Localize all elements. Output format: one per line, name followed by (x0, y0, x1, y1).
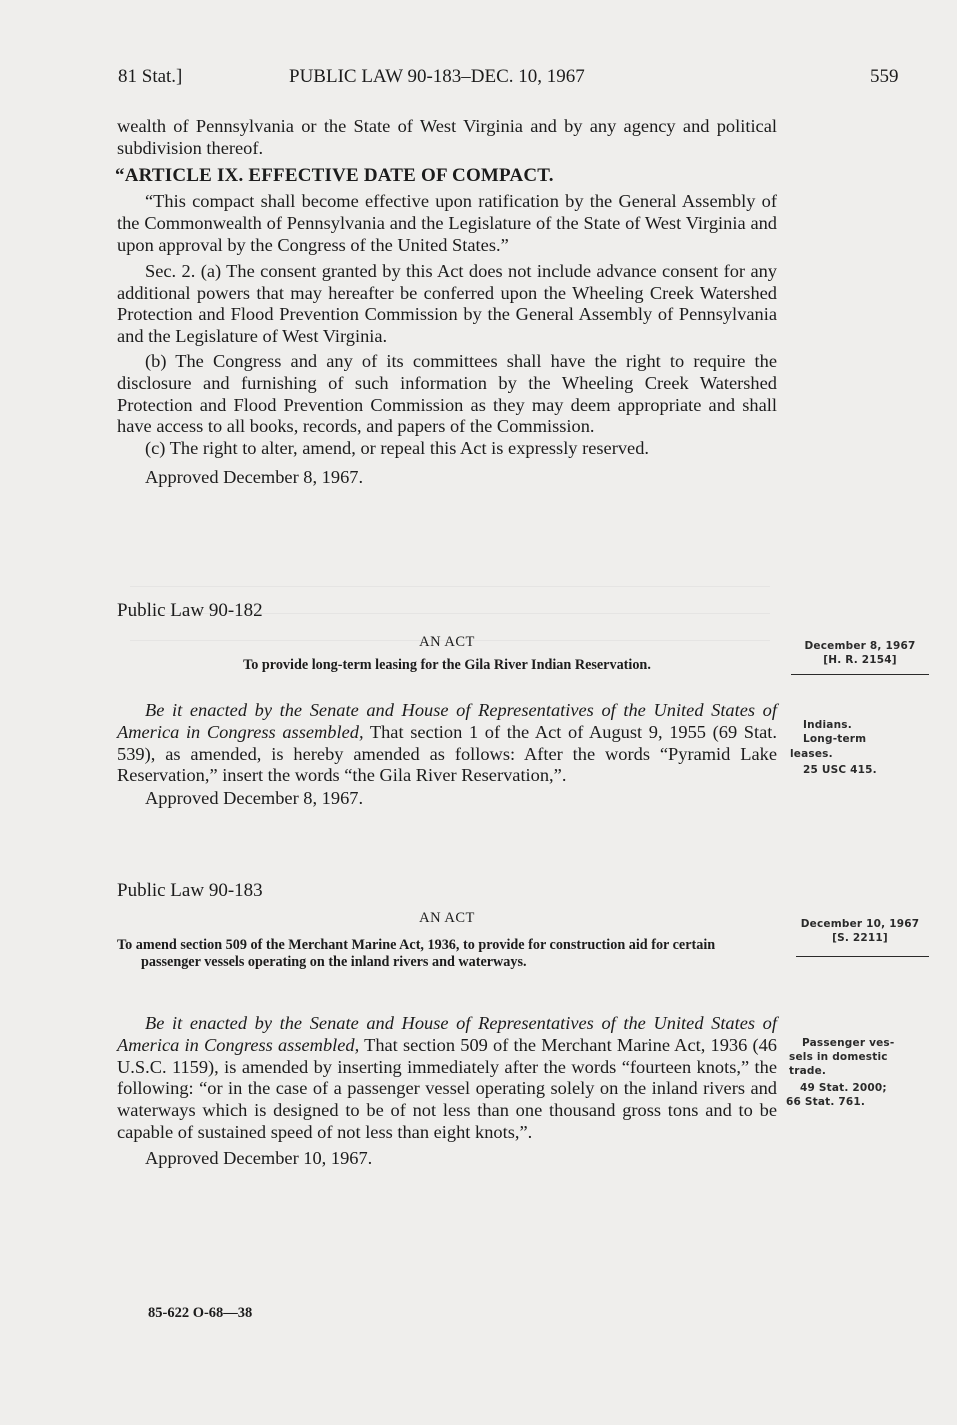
margin-note: leases. (790, 748, 833, 760)
margin-citation: 49 Stat. 2000; (800, 1082, 887, 1094)
enacting-clause (117, 700, 777, 810)
margin-citation: 25 USC 415. (803, 764, 877, 776)
article-heading: “ARTICLE IX. EFFECTIVE DATE OF COMPACT. (115, 164, 554, 186)
margin-date: December 8, 1967 (804, 640, 916, 652)
approval-line: Approved December 10, 1967. (145, 1147, 373, 1168)
section-2b: (b) The Congress and any of its committees shall have the right to require the disclosure and furnishing of such information by the Wheeling Creek Watershed Protection and Flood Prevention Commission as they may deem appropriate and shall have access to all books, records, and papers of the Commission. (117, 350, 777, 437)
enacting-formula: Be it enacted by the Senate and House of Representatives of the United States of America in Congress assembled, (117, 1013, 777, 1055)
enacting-formula: Be it enacted by the Senate and House of Representatives of the United States of America in Congress assembled, (117, 700, 777, 742)
margin-note: trade. (789, 1065, 827, 1077)
margin-note: Indians. (803, 719, 852, 731)
an-act-label: AN ACT (419, 910, 475, 926)
section-2a: Sec. 2. (a) The consent granted by this Act does not include advance consent for any additional powers that may hereafter be conferred upon the Wheeling Creek Watershed Protection and Flood Prevention Commission by the General Assembly of Pennsylvania and the Legislature of West Virginia. (117, 260, 777, 347)
enacting-clause (117, 1013, 777, 1170)
public-law-title: Public Law 90-182 (117, 600, 263, 621)
running-title: PUBLIC LAW 90-183–DEC. 10, 1967 (289, 66, 585, 87)
article-text: “This compact shall become effective upon ratification by the General Assembly of the Commonwealth of Pennsylvania and the Legislature of the State of West Virginia and upon approval by the Congress of the United States.” (117, 191, 777, 255)
margin-rule (791, 674, 929, 675)
enacting-text: That section 1 of the Act of August 9, 1955 (69 Stat. 539), as amended, is hereby amended as follows: After the words “Pyramid Lake Reservation,” insert the words “the Gila River Reservation,”. (117, 721, 777, 786)
continuation-paragraph: wealth of Pennsylvania or the State of West Virginia and by any agency and political subdivision thereof. (117, 116, 777, 158)
margin-note: Long-term (803, 733, 867, 745)
approval-line: Approved December 8, 1967. (145, 466, 364, 487)
margin-note: Passenger ves- (802, 1037, 895, 1049)
stat-reference: 81 Stat.] (118, 66, 183, 87)
page-number: 559 (870, 66, 899, 87)
approval-line: Approved December 8, 1967. (145, 788, 364, 809)
act-purpose: To amend section 509 of the Merchant Marine Act, 1936, to provide for construction aid for certain passenger vessels operating on the inland rivers and waterways. (117, 937, 716, 970)
public-law-title: Public Law 90-183 (117, 880, 263, 901)
act-purpose: To provide long-term leasing for the Gila River Indian Reservation. (243, 657, 651, 673)
margin-bill-number: [S. 2211] (832, 932, 888, 944)
margin-note: sels in domestic (789, 1051, 888, 1063)
print-code: 85-622 O-68—38 (148, 1305, 253, 1321)
margin-citation: 66 Stat. 761. (786, 1096, 866, 1108)
article-block (117, 116, 777, 489)
section-2c: (c) The right to alter, amend, or repeal this Act is expressly reserved. (145, 438, 649, 459)
enacting-text: That section 509 of the Merchant Marine Act, 1936 (46 U.S.C. 1159), is amended by inserting immediately after the words “fourteen knots,” the following: “or in the case of a passenger vessel operating solely on the inland rivers and waterways which is designed to be of not less than one thousand gross tons and to be capable of sustained speed of not less than eight knots,”. (117, 1034, 777, 1142)
margin-date: December 10, 1967 (800, 918, 920, 930)
margin-rule (796, 956, 929, 957)
margin-bill-number: [H. R. 2154] (823, 654, 897, 666)
an-act-label: AN ACT (419, 634, 475, 650)
